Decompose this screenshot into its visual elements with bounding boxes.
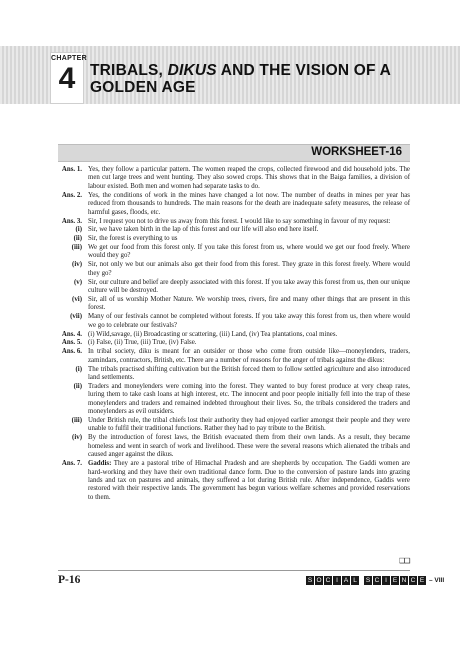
answer-text <box>88 460 410 502</box>
answer-body: Traders and moneylenders were coming into the forest. They wanted to buy forest produce at very cheap rates, luring them to take cash loans at high interest, etc. The innocent and poor people initially fell into the trap of these moneylenders and traders and remained indebted throughout their lives. So, the tribals considered the traders and moneylenders as evil outsiders. <box>88 382 410 416</box>
footer-letter: I <box>333 576 341 585</box>
answer-term: Gaddis: <box>88 460 112 468</box>
answer-label: (vi) <box>72 295 82 303</box>
chapter-number: 4 <box>58 62 76 95</box>
footer-letter: S <box>365 577 371 584</box>
answer-subpoint <box>58 296 410 313</box>
footer-letter: E <box>392 577 398 584</box>
answer-body: By the introduction of forest laws, the British evacuated them from their own lands. As a result, they became homeless and went in search of work and livelihood. These were the several reasons which alienated the tribals and caused anger against the dikus. <box>88 434 410 459</box>
answer-label: (v) <box>73 278 82 286</box>
answer-label: Ans. 1. <box>61 166 82 173</box>
footer-letter: I <box>382 576 390 585</box>
answer-label: (iv) <box>72 261 82 269</box>
end-mark: ❑❑ <box>399 557 410 565</box>
answer-subpoint <box>58 434 410 459</box>
answer-body: Sir, we have taken birth in the lap of this forest and our life will also end here itself. <box>88 226 319 234</box>
answer-text <box>88 244 410 261</box>
answer-body: Many of our festivals cannot be completed without forests. If you take away this forest from us, then where would we go to celebrate our festivals? <box>88 313 410 329</box>
answer-text <box>88 166 410 191</box>
answer-text <box>88 261 410 278</box>
answer-text <box>88 366 410 383</box>
answer-subpoint <box>58 226 410 234</box>
answer-label: (vii) <box>70 313 82 321</box>
answer-body: (i) False, (ii) True, (iii) True, (iv) False. <box>88 339 197 347</box>
answer-subpoint <box>58 279 410 296</box>
answer-label: (i) <box>75 226 82 234</box>
answer-label: (ii) <box>73 235 82 243</box>
chapter-title-italic: DIKUS <box>167 62 217 79</box>
answer-body: Sir, all of us worship Mother Nature. We worship trees, rivers, fire and many other things that are present in this forest. <box>88 295 410 312</box>
answer-body: They are a pastoral tribe of Himachal Pradesh and are shepherds by occupation. The Gaddi women are hard-working and they have their own traditional dance form. Due to the conversion of pasture lands into grazing lands and tax on pastures and animals, they suffered a lot during British rule. After independence, Gaddis were restored with their respective lands. The government has begun various welfare schemes and provided reservations to them. <box>88 460 410 501</box>
answer-label: (ii) <box>73 382 82 390</box>
worksheet-header <box>58 144 410 162</box>
answer-text <box>88 218 410 226</box>
footer-letter: C <box>374 577 380 584</box>
answer-text <box>88 192 410 217</box>
footer-letter: L <box>351 576 359 585</box>
answer-subpoint <box>58 366 410 383</box>
chapter-title-part1: TRIBALS, <box>90 62 168 79</box>
answer-text <box>88 383 410 417</box>
answer-subpoint <box>58 244 410 261</box>
answer-item <box>58 192 410 217</box>
answer-item <box>58 339 410 347</box>
answer-body: Under British rule, the tribal chiefs lost their authority they had enjoyed earlier amongst their people and they were unable to fulfil their traditional functions. Rather they had to pay tribute to the British. <box>88 417 410 433</box>
answer-body: Sir, not only we but our animals also get their food from this forest. They graze in this forest freely. Where would they go? <box>88 261 410 277</box>
answer-body: Sir, our culture and belief are deeply associated with this forest. If you take away this forest from us, then our unique culture will be destroyed. <box>88 278 410 295</box>
answer-body: Sir, I request you not to drive us away from this forest. I would like to say something in favour of my request: <box>88 217 391 225</box>
answer-item <box>58 331 410 339</box>
footer-letter: O <box>316 577 322 584</box>
worksheet-title: WORKSHEET-16 <box>311 146 402 158</box>
answer-label: (iii) <box>71 417 82 424</box>
answer-body: In tribal society, diku is meant for an outsider or those who come from outside like—moneylenders, traders, zamindars, contractors, British, etc. There are a number of reasons for the anger of tribals against the dikus: <box>88 348 410 364</box>
answer-item <box>58 348 410 365</box>
chapter-number-box <box>50 52 87 104</box>
chapter-title-part2: AND THE VISION OF A GOLDEN AGE <box>90 62 391 96</box>
answer-text <box>88 279 410 296</box>
answer-body: Yes, the conditions of work in the mines have changed a lot now. The number of deaths in mines per year has reduced from thousands to hundreds. The main reasons for the death are inadequate safety measures, the release of harmful gases, floods, etc. <box>88 191 410 216</box>
answer-list <box>58 166 410 503</box>
answer-item <box>58 218 410 226</box>
answer-label: (iii) <box>71 244 82 252</box>
footer-letter: N <box>401 577 407 584</box>
footer-class: – VIII <box>429 577 445 584</box>
answer-body: We get our food from this forest only. If you take this forest from us, where would we get our food freely. Where would they go? <box>88 244 410 260</box>
answer-body: Yes, they follow a particular pattern. The women reaped the crops, collected firewood and did household jobs. The men cut large trees and went hunting. They also sowed crops. This shows that in the Baiga families, a division of labour existed. Both men and women had separate tasks to do. <box>88 166 410 190</box>
answer-label: (iv) <box>72 434 82 442</box>
answer-subpoint <box>58 235 410 243</box>
answer-text <box>88 331 410 339</box>
chapter-label: CHAPTER <box>51 55 87 62</box>
answer-label: Ans. 2. <box>61 191 82 199</box>
page-number: P-16 <box>58 574 81 586</box>
footer-letter: E <box>419 577 425 584</box>
answer-text <box>88 417 410 434</box>
answer-item <box>58 460 410 502</box>
chapter-title <box>90 62 430 96</box>
answer-body: Sir, the forest is everything to us <box>88 235 178 243</box>
footer-letter: A <box>343 577 349 584</box>
answer-text <box>88 339 410 347</box>
answer-body: (i) Wild,savage, (ii) Broadcasting or scattering, (iii) Land, (iv) Tea plantations, coal mines. <box>88 330 338 338</box>
answer-text <box>88 313 410 330</box>
answer-item <box>58 166 410 191</box>
answer-label: (i) <box>75 365 82 373</box>
answer-subpoint <box>58 313 410 330</box>
footer-letter: C <box>410 577 416 584</box>
answer-subpoint <box>58 417 410 434</box>
answer-text <box>88 434 410 459</box>
footer-letter: C <box>325 577 331 584</box>
answer-text <box>88 226 410 234</box>
footer-letter: S <box>307 577 313 584</box>
footer-subject <box>306 576 444 585</box>
answer-text <box>88 235 410 243</box>
answer-body: The tribals practised shifting cultivation but the British forced them to follow settled agriculture and also introduced land settlements. <box>88 365 410 381</box>
answer-subpoint <box>58 383 410 417</box>
answer-label: Ans. 7. <box>61 460 82 468</box>
answer-label: Ans. 6. <box>61 348 82 356</box>
answer-subpoint <box>58 261 410 278</box>
answer-label: Ans. 5. <box>61 339 82 347</box>
answer-label: Ans. 4. <box>61 330 82 338</box>
answer-label: Ans. 3. <box>61 217 82 225</box>
footer-divider <box>58 570 410 571</box>
answer-text <box>88 296 410 313</box>
answer-text <box>88 348 410 365</box>
